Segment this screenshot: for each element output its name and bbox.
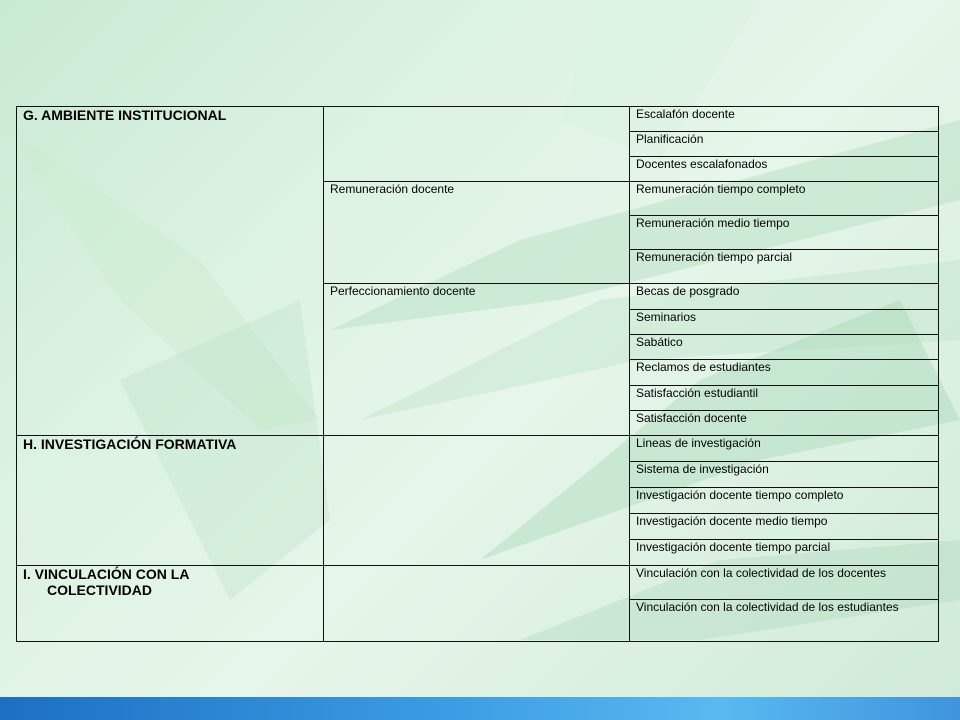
indicator-cell: Satisfacción docente	[630, 411, 939, 436]
indicator-cell: Lineas de investigación	[630, 436, 939, 462]
subcategory-remuneracion: Remuneración docente	[324, 182, 630, 284]
indicator-cell: Becas de posgrado	[630, 284, 939, 310]
category-g: G. AMBIENTE INSTITUCIONAL	[17, 107, 324, 436]
indicator-cell: Escalafón docente	[630, 107, 939, 132]
subcategory-perfeccionamiento: Perfeccionamiento docente	[324, 284, 630, 436]
indicator-cell: Remuneración tiempo completo	[630, 182, 939, 216]
indicator-cell: Investigación docente tiempo parcial	[630, 540, 939, 566]
subcategory-empty	[324, 566, 630, 642]
category-i-line2: COLECTIVIDAD	[47, 582, 152, 598]
indicator-matrix	[16, 106, 939, 642]
indicator-cell: Sabático	[630, 335, 939, 360]
category-i	[17, 566, 324, 642]
indicator-cell: Sistema de investigación	[630, 462, 939, 488]
indicator-cell: Remuneración medio tiempo	[630, 216, 939, 250]
indicator-cell: Docentes escalafonados	[630, 157, 939, 182]
category-i-line1: I. VINCULACIÓN CON LA	[23, 566, 190, 582]
indicator-cell: Vinculación con la colectividad de los estudiantes	[630, 600, 939, 642]
indicator-cell: Planificación	[630, 132, 939, 157]
subcategory-empty	[324, 436, 630, 566]
footer-bar	[0, 697, 960, 720]
indicator-cell: Investigación docente tiempo completo	[630, 488, 939, 514]
subcategory-empty	[324, 107, 630, 182]
indicator-cell: Satisfacción estudiantil	[630, 386, 939, 411]
indicator-cell: Investigación docente medio tiempo	[630, 514, 939, 540]
indicator-cell: Remuneración tiempo parcial	[630, 250, 939, 284]
category-h: H. INVESTIGACIÓN FORMATIVA	[17, 436, 324, 566]
indicator-cell: Vinculación con la colectividad de los docentes	[630, 566, 939, 600]
indicator-cell: Seminarios	[630, 310, 939, 335]
indicator-cell: Reclamos de estudiantes	[630, 360, 939, 386]
